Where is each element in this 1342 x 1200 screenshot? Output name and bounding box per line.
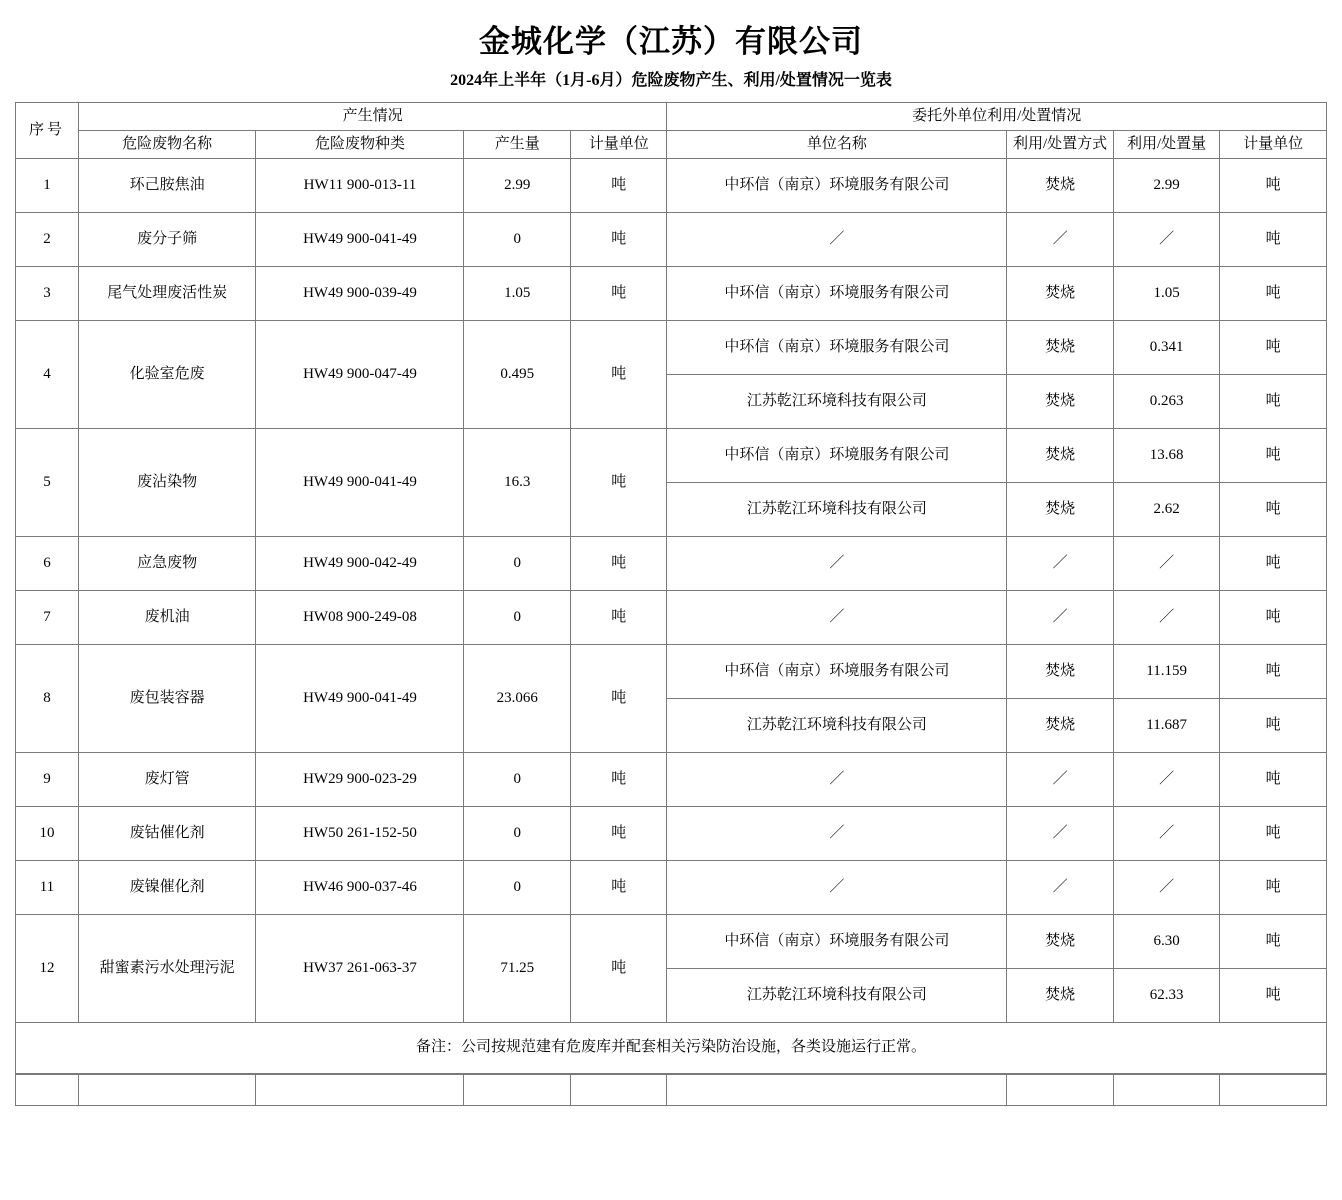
column-header-disposal-amount: 利用/处置量 bbox=[1113, 130, 1220, 158]
cell-waste-name: 废钴催化剂 bbox=[78, 806, 256, 860]
cell-disposal-amount: 62.33 bbox=[1113, 968, 1220, 1022]
cell-gen-unit: 吨 bbox=[571, 860, 667, 914]
cell-waste-type: HW29 900-023-29 bbox=[256, 752, 464, 806]
cell-disposal-unit: 吨 bbox=[1220, 752, 1327, 806]
cell-disposal-unit: 吨 bbox=[1220, 968, 1327, 1022]
column-header-disposal-unit: 计量单位 bbox=[1220, 130, 1327, 158]
cell-gen-amount: 2.99 bbox=[464, 158, 571, 212]
table-row bbox=[16, 752, 1327, 806]
column-header-waste-type: 危险废物种类 bbox=[256, 130, 464, 158]
cell-disposal-unit: 吨 bbox=[1220, 698, 1327, 752]
table-row bbox=[16, 536, 1327, 590]
cell-disposal-amount: ／ bbox=[1113, 536, 1220, 590]
table-footer bbox=[16, 1022, 1327, 1073]
cell-disposal-method: ／ bbox=[1007, 536, 1114, 590]
table-row bbox=[16, 914, 1327, 968]
cell-gen-unit: 吨 bbox=[571, 158, 667, 212]
cell-disposal-method: ／ bbox=[1007, 212, 1114, 266]
cell-waste-name: 环己胺焦油 bbox=[78, 158, 256, 212]
cell-disposal-method: 焚烧 bbox=[1007, 158, 1114, 212]
blank-cell bbox=[1220, 1074, 1327, 1105]
cell-disposal-method: 焚烧 bbox=[1007, 428, 1114, 482]
cell-disposal-amount: 13.68 bbox=[1113, 428, 1220, 482]
cell-disposal-unit: 吨 bbox=[1220, 266, 1327, 320]
cell-disposal-unit: 吨 bbox=[1220, 860, 1327, 914]
cell-seq: 5 bbox=[16, 428, 79, 536]
table-row bbox=[16, 590, 1327, 644]
cell-waste-type: HW08 900-249-08 bbox=[256, 590, 464, 644]
cell-unit-name: 江苏乾江环境科技有限公司 bbox=[667, 374, 1007, 428]
cell-unit-name: ／ bbox=[667, 806, 1007, 860]
cell-waste-type: HW49 900-039-49 bbox=[256, 266, 464, 320]
cell-unit-name: ／ bbox=[667, 590, 1007, 644]
cell-unit-name: 中环信（南京）环境服务有限公司 bbox=[667, 428, 1007, 482]
cell-disposal-unit: 吨 bbox=[1220, 806, 1327, 860]
cell-waste-type: HW50 261-152-50 bbox=[256, 806, 464, 860]
cell-disposal-amount: 11.159 bbox=[1113, 644, 1220, 698]
cell-disposal-amount: 6.30 bbox=[1113, 914, 1220, 968]
blank-cell bbox=[464, 1074, 571, 1105]
cell-gen-amount: 0 bbox=[464, 536, 571, 590]
cell-waste-name: 废镍催化剂 bbox=[78, 860, 256, 914]
cell-seq: 11 bbox=[16, 860, 79, 914]
cell-disposal-unit: 吨 bbox=[1220, 212, 1327, 266]
cell-disposal-method: 焚烧 bbox=[1007, 698, 1114, 752]
cell-unit-name: 中环信（南京）环境服务有限公司 bbox=[667, 158, 1007, 212]
cell-disposal-amount: 0.341 bbox=[1113, 320, 1220, 374]
cell-disposal-unit: 吨 bbox=[1220, 428, 1327, 482]
cell-disposal-amount: 1.05 bbox=[1113, 266, 1220, 320]
cell-waste-name: 甜蜜素污水处理污泥 bbox=[78, 914, 256, 1022]
cell-disposal-amount: 11.687 bbox=[1113, 698, 1220, 752]
cell-disposal-unit: 吨 bbox=[1220, 158, 1327, 212]
table-group-header-row bbox=[16, 103, 1327, 131]
table-header bbox=[16, 103, 1327, 159]
cell-waste-name: 应急废物 bbox=[78, 536, 256, 590]
cell-disposal-amount: 2.62 bbox=[1113, 482, 1220, 536]
cell-gen-amount: 23.066 bbox=[464, 644, 571, 752]
cell-unit-name: 中环信（南京）环境服务有限公司 bbox=[667, 320, 1007, 374]
cell-waste-type: HW49 900-047-49 bbox=[256, 320, 464, 428]
table-column-header-row bbox=[16, 130, 1327, 158]
cell-unit-name: 江苏乾江环境科技有限公司 bbox=[667, 482, 1007, 536]
cell-disposal-method: 焚烧 bbox=[1007, 914, 1114, 968]
cell-disposal-amount: ／ bbox=[1113, 590, 1220, 644]
cell-gen-amount: 1.05 bbox=[464, 266, 571, 320]
table-row bbox=[16, 266, 1327, 320]
cell-seq: 6 bbox=[16, 536, 79, 590]
cell-disposal-unit: 吨 bbox=[1220, 914, 1327, 968]
cell-disposal-unit: 吨 bbox=[1220, 536, 1327, 590]
cell-gen-unit: 吨 bbox=[571, 806, 667, 860]
table-row bbox=[16, 320, 1327, 374]
column-header-gen-unit: 计量单位 bbox=[571, 130, 667, 158]
cell-waste-name: 化验室危废 bbox=[78, 320, 256, 428]
cell-disposal-method: 焚烧 bbox=[1007, 968, 1114, 1022]
cell-unit-name: 中环信（南京）环境服务有限公司 bbox=[667, 644, 1007, 698]
cell-disposal-method: 焚烧 bbox=[1007, 320, 1114, 374]
column-header-waste-name: 危险废物名称 bbox=[78, 130, 256, 158]
cell-unit-name: 中环信（南京）环境服务有限公司 bbox=[667, 266, 1007, 320]
cell-waste-type: HW37 261-063-37 bbox=[256, 914, 464, 1022]
note-row bbox=[16, 1022, 1327, 1073]
blank-cell bbox=[667, 1074, 1007, 1105]
cell-unit-name: ／ bbox=[667, 752, 1007, 806]
cell-disposal-unit: 吨 bbox=[1220, 590, 1327, 644]
blank-filler-table bbox=[15, 1074, 1327, 1106]
cell-seq: 1 bbox=[16, 158, 79, 212]
cell-waste-name: 废沾染物 bbox=[78, 428, 256, 536]
table-row bbox=[16, 644, 1327, 698]
column-header-gen-amount: 产生量 bbox=[464, 130, 571, 158]
cell-seq: 12 bbox=[16, 914, 79, 1022]
cell-gen-amount: 0 bbox=[464, 212, 571, 266]
column-header-disposal-method: 利用/处置方式 bbox=[1007, 130, 1114, 158]
hazardous-waste-table bbox=[15, 102, 1327, 1074]
blank-row bbox=[16, 1074, 1327, 1105]
cell-disposal-method: ／ bbox=[1007, 806, 1114, 860]
cell-waste-name: 废灯管 bbox=[78, 752, 256, 806]
cell-gen-unit: 吨 bbox=[571, 644, 667, 752]
column-header-seq: 序号 bbox=[16, 103, 79, 159]
cell-gen-amount: 0 bbox=[464, 752, 571, 806]
cell-waste-name: 废机油 bbox=[78, 590, 256, 644]
cell-gen-amount: 0 bbox=[464, 590, 571, 644]
cell-disposal-method: 焚烧 bbox=[1007, 374, 1114, 428]
table-row bbox=[16, 158, 1327, 212]
cell-seq: 10 bbox=[16, 806, 79, 860]
cell-disposal-amount: ／ bbox=[1113, 806, 1220, 860]
cell-waste-type: HW11 900-013-11 bbox=[256, 158, 464, 212]
cell-gen-unit: 吨 bbox=[571, 752, 667, 806]
cell-gen-unit: 吨 bbox=[571, 914, 667, 1022]
cell-seq: 4 bbox=[16, 320, 79, 428]
cell-unit-name: 中环信（南京）环境服务有限公司 bbox=[667, 914, 1007, 968]
cell-unit-name: ／ bbox=[667, 860, 1007, 914]
table-note: 备注：公司按规范建有危废库并配套相关污染防治设施，各类设施运行正常。 bbox=[16, 1022, 1327, 1073]
column-header-unit-name: 单位名称 bbox=[667, 130, 1007, 158]
blank-cell bbox=[78, 1074, 256, 1105]
cell-gen-unit: 吨 bbox=[571, 212, 667, 266]
table-row bbox=[16, 212, 1327, 266]
cell-disposal-method: 焚烧 bbox=[1007, 482, 1114, 536]
cell-disposal-unit: 吨 bbox=[1220, 320, 1327, 374]
page-subtitle: 2024年上半年（1月-6月）危险废物产生、利用/处置情况一览表 bbox=[450, 72, 892, 89]
cell-waste-type: HW49 900-041-49 bbox=[256, 644, 464, 752]
cell-gen-unit: 吨 bbox=[571, 266, 667, 320]
blank-cell bbox=[16, 1074, 79, 1105]
blank-cell bbox=[1113, 1074, 1220, 1105]
blank-cell bbox=[256, 1074, 464, 1105]
cell-waste-name: 废分子筛 bbox=[78, 212, 256, 266]
cell-seq: 8 bbox=[16, 644, 79, 752]
cell-unit-name: ／ bbox=[667, 212, 1007, 266]
cell-disposal-method: ／ bbox=[1007, 860, 1114, 914]
cell-gen-amount: 16.3 bbox=[464, 428, 571, 536]
cell-waste-type: HW49 900-041-49 bbox=[256, 212, 464, 266]
cell-waste-name: 尾气处理废活性炭 bbox=[78, 266, 256, 320]
cell-waste-name: 废包装容器 bbox=[78, 644, 256, 752]
cell-gen-amount: 71.25 bbox=[464, 914, 571, 1022]
cell-disposal-amount: 2.99 bbox=[1113, 158, 1220, 212]
cell-seq: 2 bbox=[16, 212, 79, 266]
cell-disposal-method: ／ bbox=[1007, 590, 1114, 644]
cell-gen-unit: 吨 bbox=[571, 590, 667, 644]
table-row bbox=[16, 860, 1327, 914]
cell-disposal-method: 焚烧 bbox=[1007, 644, 1114, 698]
cell-seq: 3 bbox=[16, 266, 79, 320]
cell-gen-amount: 0 bbox=[464, 806, 571, 860]
cell-gen-unit: 吨 bbox=[571, 320, 667, 428]
cell-disposal-amount: ／ bbox=[1113, 752, 1220, 806]
cell-disposal-amount: ／ bbox=[1113, 212, 1220, 266]
cell-disposal-unit: 吨 bbox=[1220, 482, 1327, 536]
cell-disposal-amount: ／ bbox=[1113, 860, 1220, 914]
blank-cell bbox=[571, 1074, 667, 1105]
table-row bbox=[16, 428, 1327, 482]
cell-disposal-method: 焚烧 bbox=[1007, 266, 1114, 320]
cell-disposal-amount: 0.263 bbox=[1113, 374, 1220, 428]
table-row bbox=[16, 806, 1327, 860]
cell-waste-type: HW49 900-042-49 bbox=[256, 536, 464, 590]
cell-disposal-unit: 吨 bbox=[1220, 644, 1327, 698]
cell-waste-type: HW46 900-037-46 bbox=[256, 860, 464, 914]
page-title: 金城化学（江苏）有限公司 bbox=[479, 24, 863, 59]
cell-seq: 9 bbox=[16, 752, 79, 806]
cell-unit-name: 江苏乾江环境科技有限公司 bbox=[667, 968, 1007, 1022]
cell-gen-amount: 0.495 bbox=[464, 320, 571, 428]
cell-unit-name: 江苏乾江环境科技有限公司 bbox=[667, 698, 1007, 752]
cell-gen-unit: 吨 bbox=[571, 428, 667, 536]
group-header-generation: 产生情况 bbox=[78, 103, 667, 131]
group-header-entrusted: 委托外单位利用/处置情况 bbox=[667, 103, 1327, 131]
cell-gen-unit: 吨 bbox=[571, 536, 667, 590]
cell-waste-type: HW49 900-041-49 bbox=[256, 428, 464, 536]
cell-disposal-unit: 吨 bbox=[1220, 374, 1327, 428]
blank-cell bbox=[1007, 1074, 1114, 1105]
cell-unit-name: ／ bbox=[667, 536, 1007, 590]
cell-disposal-method: ／ bbox=[1007, 752, 1114, 806]
cell-seq: 7 bbox=[16, 590, 79, 644]
table-body bbox=[16, 158, 1327, 1022]
cell-gen-amount: 0 bbox=[464, 860, 571, 914]
